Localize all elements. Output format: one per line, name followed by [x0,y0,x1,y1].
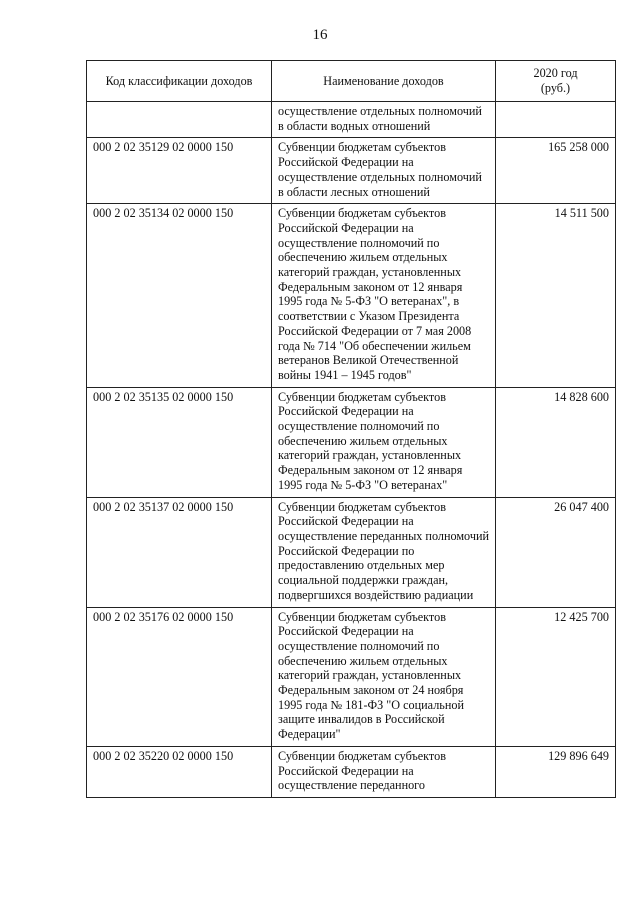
income-code [87,102,272,138]
table-row [87,387,616,497]
table-row [87,497,616,607]
income-code: 000 2 02 35129 02 0000 150 [87,138,272,204]
header-amount: 2020 год (руб.) [496,61,616,102]
page-number: 16 [312,27,328,43]
table-row [87,102,616,138]
income-amount [496,102,616,138]
income-amount: 129 896 649 [496,746,616,797]
table-row [87,607,616,746]
income-amount: 12 425 700 [496,607,616,746]
header-name: Наименование доходов [272,61,496,102]
income-code: 000 2 02 35176 02 0000 150 [87,607,272,746]
table-row [87,138,616,204]
income-name: Субвенции бюджетам субъектов Российской Федерации на осуществление переданного [272,746,496,797]
income-amount: 14 828 600 [496,387,616,497]
income-name: Субвенции бюджетам субъектов Российской Федерации на осуществление полномочий по обеспечению жильем отдельных категорий граждан, установленных Федеральным законом от 24 ноября 1995 года № 181-ФЗ "О социальной защите инвалидов в Российской Федерации" [272,607,496,746]
income-name: Субвенции бюджетам субъектов Российской Федерации на осуществление полномочий по обеспечению жильем отдельных категорий граждан, установленных Федеральным законом от 12 января 1995 года № 5-ФЗ "О ветеранах" [272,387,496,497]
income-name: Субвенции бюджетам субъектов Российской Федерации на осуществление полномочий по обеспечению жильем отдельных категорий граждан, установленных Федеральным законом от 12 января 1995 года № 5-ФЗ "О ветеранах", в соответствии с Указом Президента Российской Федерации от 7 мая 2008 года № 714 "Об обеспечении жильем ветеранов Великой Отечественной войны 1941 – 1945 годов" [272,204,496,387]
income-amount: 14 511 500 [496,204,616,387]
income-code: 000 2 02 35220 02 0000 150 [87,746,272,797]
income-code: 000 2 02 35135 02 0000 150 [87,387,272,497]
income-code: 000 2 02 35134 02 0000 150 [87,204,272,387]
header-code: Код классификации доходов [87,61,272,102]
table-header-row [87,61,616,102]
income-table [86,60,616,798]
income-amount: 165 258 000 [496,138,616,204]
table-row [87,204,616,387]
income-name: осуществление отдельных полномочий в области водных отношений [272,102,496,138]
income-name: Субвенции бюджетам субъектов Российской Федерации на осуществление переданных полномочий Российской Федерации по предоставлению отдельных мер социальной поддержки граждан, подвергшихся воздействию радиации [272,497,496,607]
income-amount: 26 047 400 [496,497,616,607]
income-name: Субвенции бюджетам субъектов Российской Федерации на осуществление отдельных полномочий в области лесных отношений [272,138,496,204]
table-row [87,746,616,797]
income-code: 000 2 02 35137 02 0000 150 [87,497,272,607]
